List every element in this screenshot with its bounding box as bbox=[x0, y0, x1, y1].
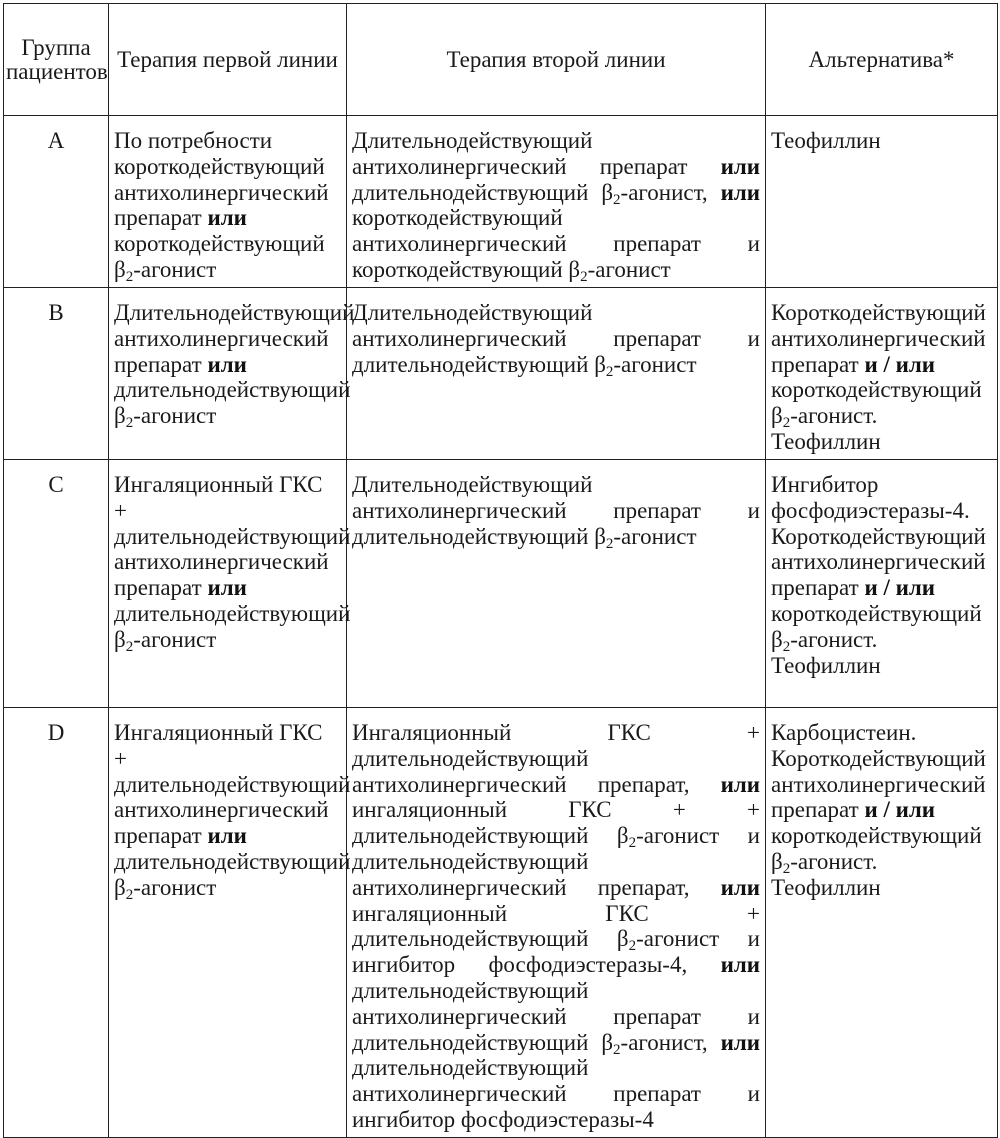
second-line-cell: Длительнодействующий антихолинергический препарат и длительнодействующий $\beta_2$-агонист bbox=[347, 460, 766, 708]
therapy-table bbox=[3, 3, 998, 1138]
second-line-cell: Длительнодействующий антихолинергический препарат и длительнодействующий $\beta_2$-агонист bbox=[347, 288, 766, 460]
header-second-line: Терапия второй линии bbox=[347, 4, 766, 116]
table-row bbox=[4, 708, 998, 1138]
first-line-cell: Длительнодействующий антихолинергический препарат или длительнодействующий $\beta_2$-агонист bbox=[109, 288, 347, 460]
group-cell: D bbox=[4, 708, 109, 1138]
header-group: Группа пациентов bbox=[4, 4, 109, 116]
table-row bbox=[4, 460, 998, 708]
first-line-cell: Ингаляционный ГКС + длительнодействующий антихолинергический препарат или длительнодействующий $\beta_2$-агонист bbox=[109, 460, 347, 708]
header-row bbox=[4, 4, 998, 116]
group-cell: A bbox=[4, 116, 109, 288]
group-cell: B bbox=[4, 288, 109, 460]
header-first-line: Терапия первой линии bbox=[109, 4, 347, 116]
alternative-cell: Короткодействующий антихолинергический препарат и / или короткодействующий $\beta_2$-агонист. Теофиллин bbox=[766, 288, 998, 460]
table-row bbox=[4, 116, 998, 288]
group-cell: C bbox=[4, 460, 109, 708]
first-line-cell: По потребности короткодействующий антихолинергический препарат или короткодействующий $\beta_2$-агонист bbox=[109, 116, 347, 288]
header-alternative: Альтернатива* bbox=[766, 4, 998, 116]
second-line-cell: Ингаляционный ГКС + длительнодействующий антихолинергический препарат, или ингаляционный ГКС + + длительнодействующий $\beta_2$-агонист и длительнодействующий антихолинергический препарат, или ингаляционный ГКС + длительнодействующий $\beta_2$-агонист и ингибитор фосфодиэстеразы-4, или длительнодействующий антихолинергический препарат и длительнодействующий $\beta_2$-агонист, или длительнодействующий антихолинергический препарат и ингибитор фосфодиэстеразы-4 bbox=[347, 708, 766, 1138]
alternative-cell: Карбоцистеин. Короткодействующий антихолинергический препарат и / или короткодействующий $\beta_2$-агонист. Теофиллин bbox=[766, 708, 998, 1138]
alternative-cell: Теофиллин bbox=[766, 116, 998, 288]
first-line-cell: Ингаляционный ГКС + длительнодействующий антихолинергический препарат или длительнодействующий $\beta_2$-агонист bbox=[109, 708, 347, 1138]
alternative-cell: Ингибитор фосфодиэстеразы-4. Короткодействующий антихолинергический препарат и / или короткодействующий $\beta_2$-агонист. Теофиллин bbox=[766, 460, 998, 708]
table-row bbox=[4, 288, 998, 460]
second-line-cell: Длительнодействующий антихолинергический препарат или длительнодействующий $\beta_2$-агонист, или короткодействующий антихолинергический препарат и короткодействующий $\beta_2$-агонист bbox=[347, 116, 766, 288]
